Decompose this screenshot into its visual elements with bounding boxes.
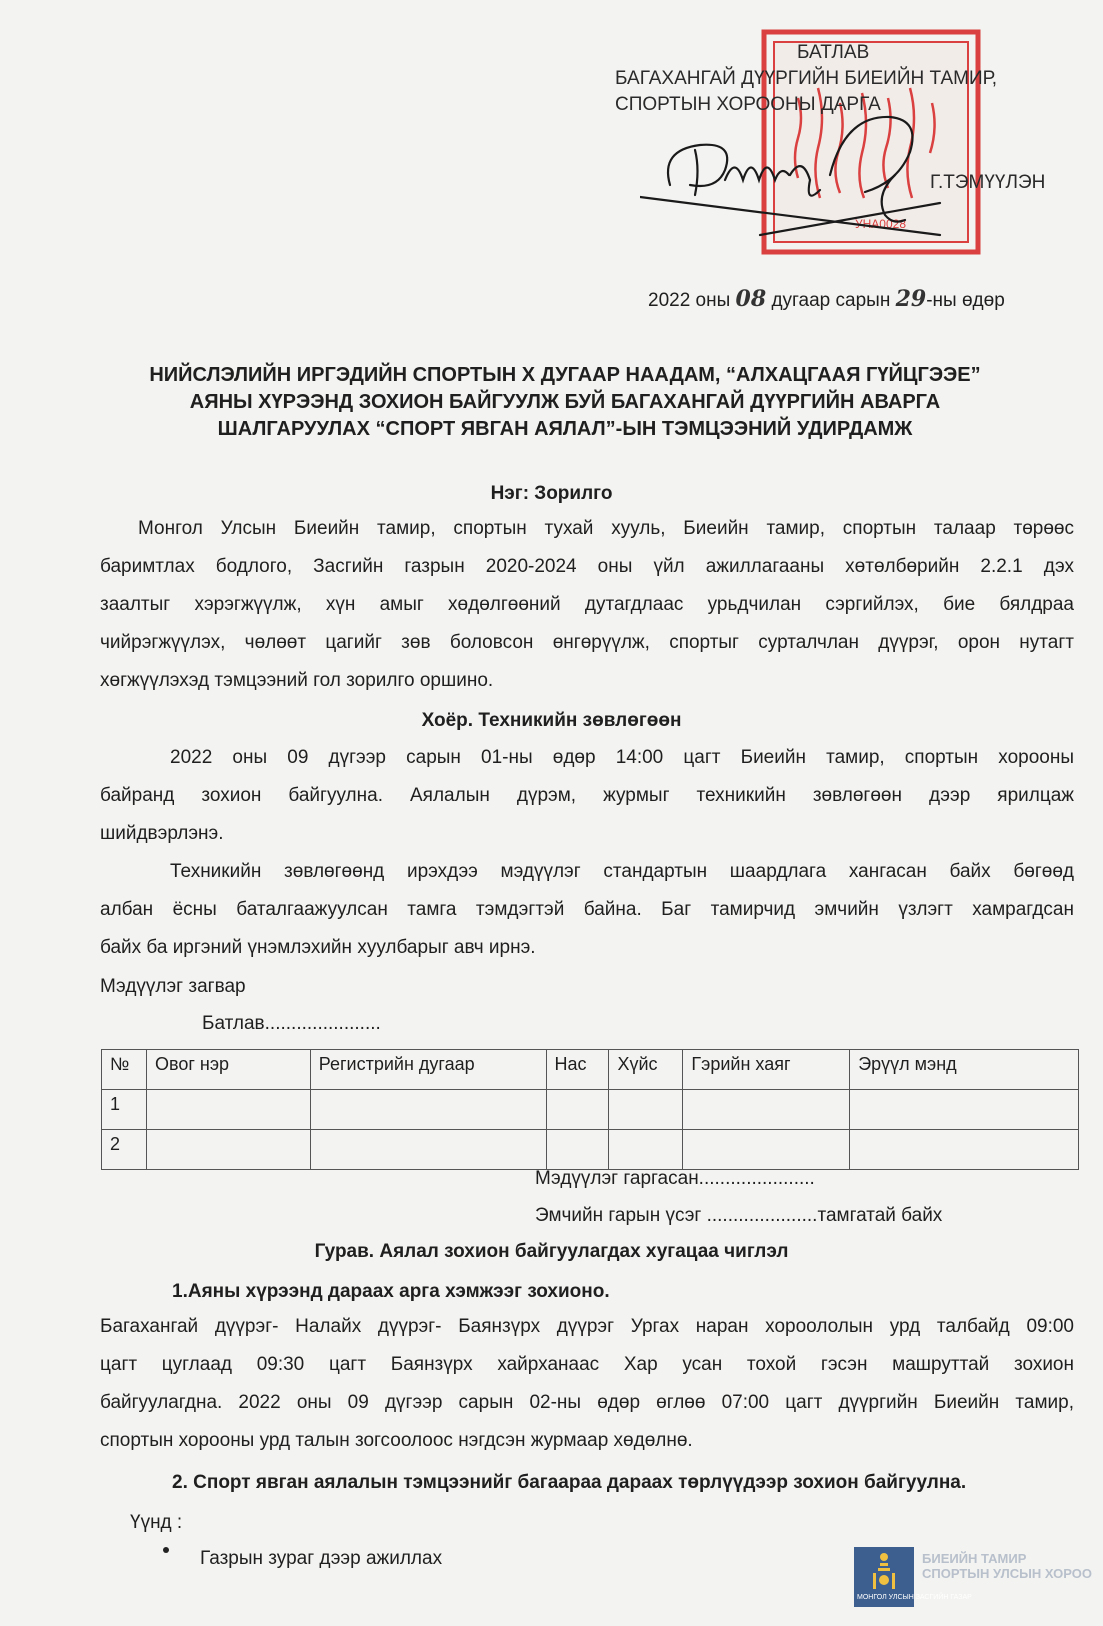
- handwritten-signature: [640, 105, 970, 245]
- table-cell: [310, 1090, 546, 1130]
- bullet-item: Газрын зураг дээр ажиллах: [200, 1548, 443, 1569]
- section-3-sub-1: 1.Аяны хүрээнд дараах арга хэмжээг зохионо.: [172, 1281, 610, 1302]
- table-cell: [546, 1090, 609, 1130]
- document-title: НИЙСЛЭЛИЙН ИРГЭДИЙН СПОРТЫН Х ДУГААР НААДАМ, “АЛХАЦГААЯ ГҮЙЦГЭЭЕ” АЯНЫ ХҮРЭЭНД ЗОХИОН БАЙГУУЛЖ БУЙ БАГАХАНГАЙ ДҮҮРГИЙН АВАРГА ШАЛГАРУУЛАХ “СПОРТ ЯВГАН АЯЛАЛ”-ЫН ТЭМЦЭЭНИЙ УДИРДАМЖ: [149, 364, 981, 440]
- watermark-org-name: БИЕИЙН ТАМИР СПОРТЫН УЛСЫН ХОРОО: [922, 1551, 1093, 1581]
- section-2-paragraph-1: 2022 оны 09 дүгээр сарын 01-ны өдөр 14:00 цагт Биеийн тамир, спортын хорооны байранд зохион байгуулна. Аялалын дүрэм, журмыг техникийн зөвлөгөөн дээр ярилцаж шийдвэрлэнэ.: [100, 747, 1074, 844]
- stamp-code: УНА0028: [855, 217, 906, 231]
- soyombo-emblem-icon: [854, 1547, 972, 1607]
- table-cell: [146, 1090, 310, 1130]
- section-3-body: Багахангай дүүрэг- Налайх дүүрэг- Баянзүрх дүүрэг Ургах наран хороололын урд талбайд 09:00 цагт цуглаад 09:30 цагт Баянзүрх хайрханаас Хар усан тохой гэсэн машруттай зохион байгуулагдна. 2022 оны 09 дүгээр сарын 02-ны өдөр өглөө 07:00 цагт дүүргийн Биеийн тамир, спортын хорооны урд талын зогсоолоос нэгдсэн журмаар хөдөлнө.: [100, 1316, 1074, 1451]
- emblem-caption: МОНГОЛ УЛСЫН ЗАСГИЙН ГАЗАР: [857, 1594, 972, 1601]
- table-cell: 2: [102, 1130, 147, 1170]
- table-cell: [683, 1090, 850, 1130]
- table-cell: [546, 1130, 609, 1170]
- table-cell: [850, 1090, 1079, 1130]
- table-cell: 1: [102, 1090, 147, 1130]
- column-header: Гэрийн хаяг: [683, 1050, 850, 1090]
- date-month-handwritten: 08: [735, 286, 767, 312]
- approval-line-2: СПОРТЫН ХОРООНЫ ДАРГА: [615, 94, 881, 115]
- section-1-body: Монгол Улсын Биеийн тамир, спортын тухай хууль, Биеийн тамир, спортын талаар төрөөс баримтлах бодлого, Засгийн газрын 2020-2024 оны үйл ажиллагааны хөтөлбөрийн 2.2.1 дэх заалтыг хэрэгжүүлж, хүн амыг хөдөлгөөний дутагдлаас урьдчилан сэргийлэх, бие бялдраа чийрэгжүүлэх, чөлөөт цагийг зөв боловсон өнгөрүүлж, спортыг сурталчлан дүүрэг, орон нутагт хөгжүүлэхэд тэмцээний гол зорилго оршино.: [100, 518, 1074, 691]
- section-3-sub-2: 2. Спорт явган аялалын тэмцээнийг багаараа дараах төрлүүдээр зохион байгуулна.: [172, 1472, 967, 1493]
- section-2-paragraph-2: Техникийн зөвлөгөөнд ирэхдээ мэдүүлэг стандартын шаардлага хангасан байх бөгөөд албан ёсны баталгаажуулсан тамга тэмдэгтэй байна. Баг тамирчид эмчийн үзлэгт хамрагдсан байх ба иргэний үнэмлэхийн хуулбарыг авч ирнэ.: [100, 861, 1074, 958]
- section-2-heading: Хоёр. Техникийн зөвлөгөөн: [421, 710, 682, 731]
- section-1-heading: Нэг: Зорилго: [490, 483, 613, 504]
- table-cell: [609, 1130, 683, 1170]
- approver-name: Г.ТЭМҮҮЛЭН: [930, 172, 1046, 193]
- date-day-handwritten: 29: [895, 286, 927, 312]
- form-approve-line: Батлав......................: [202, 1013, 381, 1034]
- table-row: [102, 1090, 1079, 1130]
- column-header: №: [102, 1050, 147, 1090]
- column-header: Регистрийн дугаар: [310, 1050, 546, 1090]
- submitted-by-line: Мэдүүлэг гаргасан......................: [535, 1168, 815, 1189]
- approval-line-1: БАГАХАНГАЙ ДҮҮРГИЙН БИЕИЙН ТАМИР,: [615, 68, 997, 89]
- table-cell: [146, 1130, 310, 1170]
- ministry-watermark: [854, 1547, 1094, 1612]
- column-header: Нас: [546, 1050, 609, 1090]
- doctor-sign-line: Эмчийн гарын үсэг .....................тамгатай байх: [535, 1205, 943, 1226]
- column-header: Эрүүл мэнд: [850, 1050, 1079, 1090]
- table-row: [102, 1130, 1079, 1170]
- table-cell: [850, 1130, 1079, 1170]
- approval-date: 2022 оны 08 дугаар сарын 29-ны өдөр: [648, 286, 1005, 312]
- declaration-form-table: [101, 1049, 1079, 1170]
- section-3-heading: Гурав. Аялал зохион байгуулагдах хугацаа чиглэл: [314, 1241, 789, 1262]
- table-cell: [609, 1090, 683, 1130]
- form-label: Мэдүүлэг загвар: [100, 976, 246, 997]
- main-label: Үүнд :: [130, 1512, 183, 1533]
- table-cell: [310, 1130, 546, 1170]
- approval-title: БАТЛАВ: [797, 42, 870, 63]
- column-header: Хүйс: [609, 1050, 683, 1090]
- table-cell: [683, 1130, 850, 1170]
- column-header: Овог нэр: [146, 1050, 310, 1090]
- bullet-icon: [163, 1547, 169, 1553]
- table-header-row: [102, 1050, 1079, 1090]
